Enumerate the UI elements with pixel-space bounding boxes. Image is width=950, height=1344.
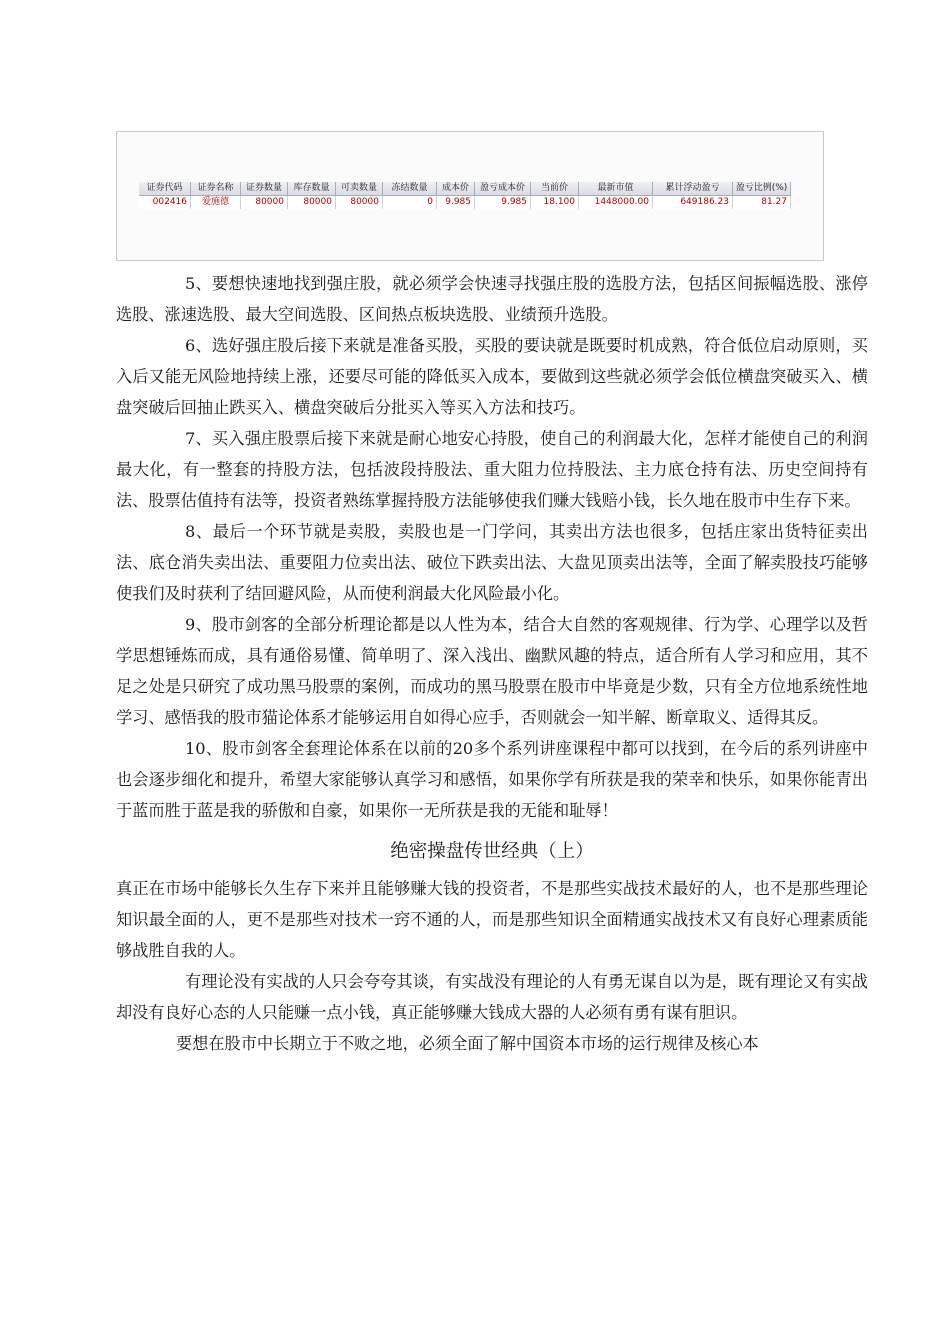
row-cell: 80000: [336, 196, 383, 209]
header-cell: 累计浮动盈亏: [653, 182, 733, 196]
row-cell: 81.27: [733, 196, 791, 209]
row-cell: 1448000.00: [579, 196, 653, 209]
paragraph-10: 10、股市剑客全套理论体系在以前的20多个系列讲座课程中都可以找到，在今后的系列讲座中也会逐步细化和提升，希望大家能够认真学习和感悟，如果你学有所获是我的荣幸和快乐，如果你能青出于蓝而胜于蓝是我的骄傲和自豪，如果你一无所获是我的无能和耻辱！: [116, 739, 868, 820]
row-cell: 649186.23: [653, 196, 733, 209]
paragraph-6: 6、选好强庄股后接下来就是准备买股，买股的要诀就是既要时机成熟，符合低位启动原则，买入后又能无风险地持续上涨，还要尽可能的降低买入成本，要做到这些就必须学会低位横盘突破买入、横盘突破后回抽止跌买入、横盘突破后分批买入等买入方法和技巧。: [116, 336, 868, 417]
paragraph-8: 8、最后一个环节就是卖股，卖股也是一门学问，其卖出方法也很多，包括庄家出货特征卖出法、底仓消失卖出法、重要阻力位卖出法、破位下跌卖出法、大盘见顶卖出法等，全面了解卖股技巧能够使我们及时获利了结回避风险，从而使利润最大化风险最小化。: [116, 522, 868, 603]
holdings-table: [139, 182, 791, 209]
row-cell: 9.985: [475, 196, 531, 209]
header-cell: 证券数量: [241, 182, 288, 196]
section-paragraph-3: 要想在股市中长期立于不败之地，必须全面了解中国资本市场的运行规律及核心本: [176, 1034, 759, 1053]
header-cell: 最新市值: [579, 182, 653, 196]
header-cell: 证券代码: [139, 182, 191, 196]
paragraph-7: 7、买入强庄股票后接下来就是耐心地安心持股，使自己的利润最大化，怎样才能使自己的利润最大化，有一整套的持股方法，包括波段持股法、重大阻力位持股法、主力底仓持有法、历史空间持有法、股票估值持有法等，投资者熟练掌握持股方法能够使我们赚大钱赔小钱，长久地在股市中生存下来。: [116, 429, 868, 510]
header-cell: 盈亏比例(%): [733, 182, 791, 196]
section-paragraph-2: 有理论没有实战的人只会夸夸其谈，有实战没有理论的人有勇无谋自以为是，既有理论又有实战却没有良好心态的人只能赚一点小钱，真正能够赚大钱成大器的人必须有勇有谋有胆识。: [116, 972, 868, 1022]
paragraph-9: 9、股市剑客的全部分析理论都是以人性为本，结合大自然的客观规律、行为学、心理学以及哲学思想锤炼而成，具有通俗易懂、简单明了、深入浅出、幽默风趣的特点，适合所有人学习和应用，其不足之处是只研究了成功黑马股票的案例，而成功的黑马股票在股市中毕竟是少数，只有全方位地系统性地学习、感悟我的股市猫论体系才能够运用自如得心应手，否则就会一知半解、断章取义、适得其反。: [116, 615, 868, 727]
header-cell: 成本价: [437, 182, 475, 196]
row-cell: 002416: [139, 196, 191, 209]
row-cell: 18.100: [531, 196, 579, 209]
paragraph-5: 5、要想快速地找到强庄股，就必须学会快速寻找强庄股的选股方法，包括区间振幅选股、涨停选股、涨速选股、最大空间选股、区间热点板块选股、业绩预升选股。: [116, 274, 868, 324]
header-cell: 冻结数量: [383, 182, 437, 196]
header-cell: 库存数量: [288, 182, 336, 196]
document-body: [116, 268, 868, 1059]
header-cell: 可卖数量: [336, 182, 383, 196]
row-cell: 80000: [241, 196, 288, 209]
header-cell: 证券名称: [191, 182, 241, 196]
row-cell: 80000: [288, 196, 336, 209]
row-cell: 9.985: [437, 196, 475, 209]
header-cell: 当前价: [531, 182, 579, 196]
row-cell: 爱施德: [191, 196, 241, 209]
section-paragraph-1: 真正在市场中能够长久生存下来并且能够赚大钱的投资者，不是那些实战技术最好的人，也不是那些理论知识最全面的人，更不是那些对技术一窍不通的人，而是那些知识全面精通实战技术又有良好心理素质能够战胜自我的人。: [116, 879, 868, 960]
row-cell: 0: [383, 196, 437, 209]
header-cell: 盈亏成本价: [475, 182, 531, 196]
section-title: 绝密操盘传世经典（上）: [390, 841, 594, 862]
holdings-screenshot: [116, 131, 824, 261]
